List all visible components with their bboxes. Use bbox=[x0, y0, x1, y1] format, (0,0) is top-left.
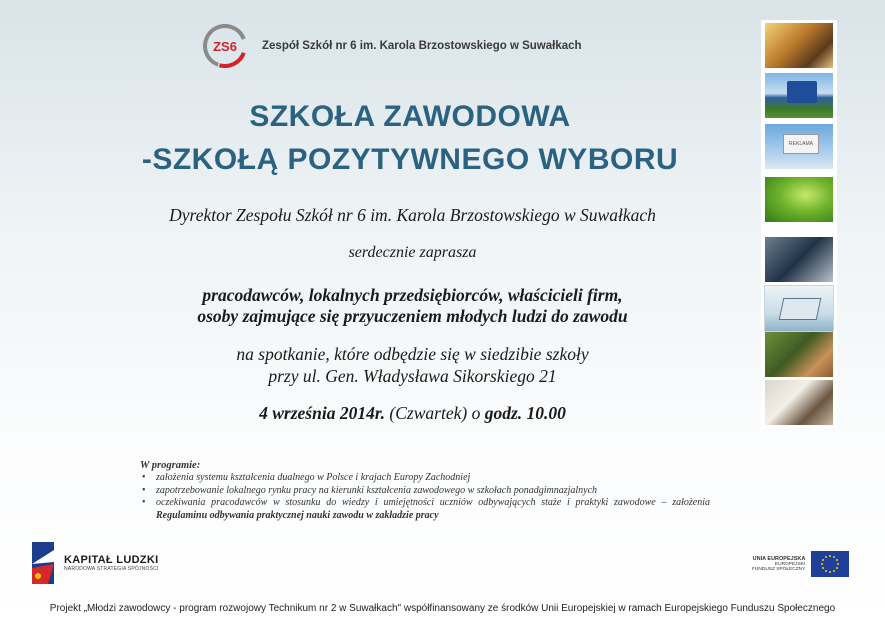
photo-leaf bbox=[765, 177, 833, 222]
event-time: godz. 10.00 bbox=[484, 403, 566, 423]
school-logo-text: ZS6 bbox=[213, 39, 237, 54]
main-subtitle: -SZKOŁĄ POZYTYWNEGO WYBORU bbox=[141, 143, 679, 176]
photo-electronics bbox=[765, 380, 833, 425]
photo-strip bbox=[761, 20, 837, 428]
meeting-line-2: przy ul. Gen. Władysława Sikorskiego 21 bbox=[268, 366, 557, 386]
kapital-ludzki-title: KAPITAŁ LUDZKI bbox=[64, 554, 159, 566]
photo-construction bbox=[765, 23, 833, 68]
program-item: • zapotrzebowanie lokalnego rynku pracy na kierunki kształcenia zawodowego w szkołach ponadgimnazjalnych bbox=[150, 485, 710, 498]
eu-title: UNIA EUROPEJSKA bbox=[752, 556, 806, 562]
kapital-ludzki-icon bbox=[30, 542, 58, 584]
photo-laptop bbox=[765, 286, 833, 331]
event-day: (Czwartek) o bbox=[385, 403, 485, 423]
truck-icon bbox=[787, 81, 817, 103]
photo-billboard bbox=[765, 124, 833, 169]
footer-text: Projekt „Młodzi zawodowcy - program rozwojowy Technikum nr 2 w Suwałkach" współfinansowany ze środków Unii Europejskiej w ramach Europejskiego Funduszu Społecznego bbox=[49, 603, 836, 614]
director-line: Dyrektor Zespołu Szkół nr 6 im. Karola Brzostowskiego w Suwałkach bbox=[169, 205, 656, 225]
kapital-ludzki-logo bbox=[30, 542, 159, 584]
school-name: Zespół Szkół nr 6 im. Karola Brzostowskiego w Suwałkach bbox=[262, 40, 582, 52]
program-item-bold: Regulaminu odbywania praktycznej nauki zawodu w zakładzie pracy bbox=[156, 509, 439, 521]
date-line bbox=[0, 403, 825, 424]
program-heading: W programie: bbox=[140, 460, 201, 471]
guests-line-2: osoby zajmujące się przyuczeniem młodych ludzi do zawodu bbox=[197, 306, 628, 326]
billboard-icon: REKLAMA bbox=[783, 134, 819, 154]
eu-line-3: FUNDUSZ SPOŁECZNY bbox=[752, 567, 806, 572]
photo-truck bbox=[765, 73, 833, 118]
program-list bbox=[140, 472, 710, 522]
eu-flag-icon bbox=[811, 551, 849, 577]
header bbox=[203, 24, 582, 68]
invites-line: serdecznie zaprasza bbox=[348, 244, 477, 261]
guests-line-1: pracodawców, lokalnych przedsiębiorców, właścicieli firm, bbox=[202, 285, 623, 305]
program-item bbox=[150, 497, 710, 522]
program-item-text: oczekiwania pracodawców w stosunku do wiedzy i umiejętności uczniów odbywających staże i praktyki zawodowe – założenia bbox=[156, 497, 710, 508]
eu-logo bbox=[752, 551, 849, 577]
main-title: SZKOŁA ZAWODOWA bbox=[249, 100, 571, 133]
photo-mechanic bbox=[765, 237, 833, 282]
photo-garden bbox=[765, 332, 833, 377]
event-date: 4 września 2014r. bbox=[259, 403, 386, 423]
eu-line-2: EUROPEJSKI bbox=[774, 562, 806, 567]
kapital-ludzki-subtitle: NARODOWA STRATEGIA SPÓJNOŚCI bbox=[64, 566, 159, 572]
laptop-icon bbox=[779, 298, 822, 320]
meeting-line-1: na spotkanie, które odbędzie się w siedzibie szkoły bbox=[236, 344, 589, 364]
program-section bbox=[140, 460, 710, 522]
program-item: • założenia systemu kształcenia dualnego w Polsce i krajach Europy Zachodniej bbox=[150, 472, 710, 485]
school-logo bbox=[203, 24, 247, 68]
